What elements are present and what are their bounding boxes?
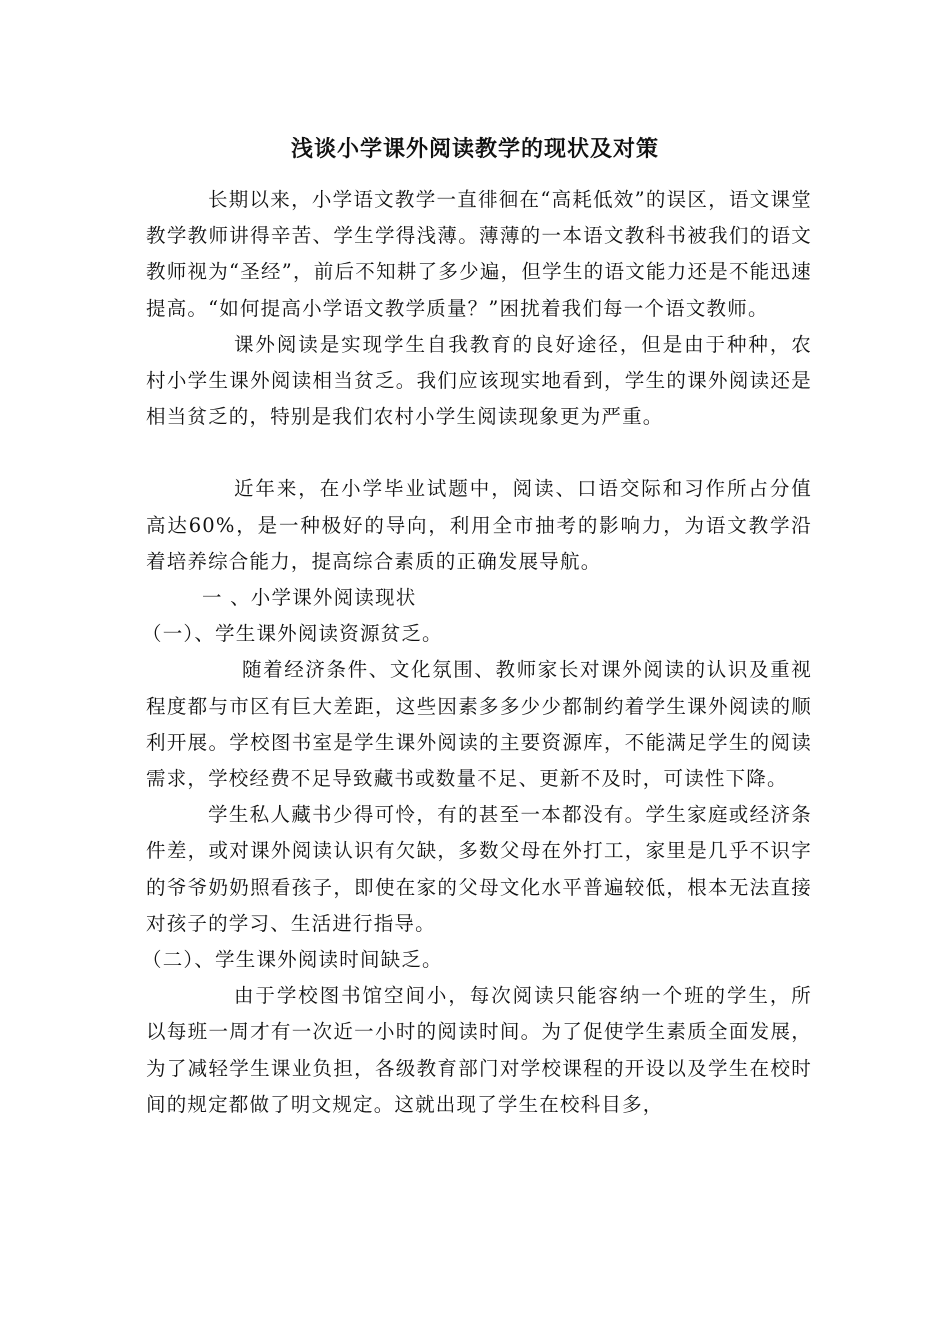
- section-heading-1: 一 、小学课外阅读现状: [202, 586, 417, 610]
- paragraph-extracurricular-reading: 课外阅读是实现学生自我教育的良好途径，但是由于种种，农村小学生课外阅读相当贫乏。我们应该现实地看到，学生的课外阅读还是相当贫乏的，特别是我们农村小学生阅读现象更为严重。: [146, 332, 812, 429]
- paragraph-spacer: [146, 435, 812, 471]
- document-title: 浅谈小学课外阅读教学的现状及对策: [290, 137, 659, 162]
- subsection-heading-1: （一）、学生课外阅读资源贫乏。: [142, 622, 443, 646]
- document-body: [142, 182, 812, 1123]
- subsection-heading-2: （二）、学生课外阅读时间缺乏。: [142, 948, 443, 972]
- paragraph-resource-shortage: 随着经济条件、文化氛围、教师家长对课外阅读的认识及重视程度都与市区有巨大差距，这些因素多多少少都制约着学生课外阅读的顺利开展。学校图书室是学生课外阅读的主要资源库，不能满足学生的阅读需求，学校经费不足导致藏书或数量不足、更新不及时，可读性下降。: [146, 658, 812, 791]
- paragraph-private-books: 学生私人藏书少得可怜，有的甚至一本都没有。学生家庭或经济条件差，或对课外阅读认识有欠缺，多数父母在外打工，家里是几乎不识字的爷爷奶奶照看孩子，即使在家的父母文化水平普遍较低，根本无法直接对孩子的学习、生活进行指导。: [146, 803, 812, 935]
- paragraph-time-shortage: 由于学校图书馆空间小，每次阅读只能容纳一个班的学生，所以每班一周才有一次近一小时的阅读时间。为了促使学生素质全面发展，为了减轻学生课业负担，各级教育部门对学校课程的开设以及学生在校时间的规定都做了明文规定。这就出现了学生在校科目多，: [146, 984, 812, 1116]
- paragraph-exam-guidance: 近年来，在小学毕业试题中，阅读、口语交际和习作所占分值高达60%，是一种极好的导向，利用全市抽考的影响力，为语文教学沿着培养综合能力，提高综合素质的正确发展导航。: [146, 477, 812, 573]
- paragraph-intro: 长期以来，小学语文教学一直徘徊在“高耗低效”的误区，语文课堂教学教师讲得辛苦、学生学得浅薄。薄薄的一本语文教科书被我们的语文教师视为“圣经”，前后不知耕了多少遍，但学生的语文能力还是不能迅速提高。“如何提高小学语文教学质量？”困扰着我们每一个语文教师。: [146, 188, 812, 320]
